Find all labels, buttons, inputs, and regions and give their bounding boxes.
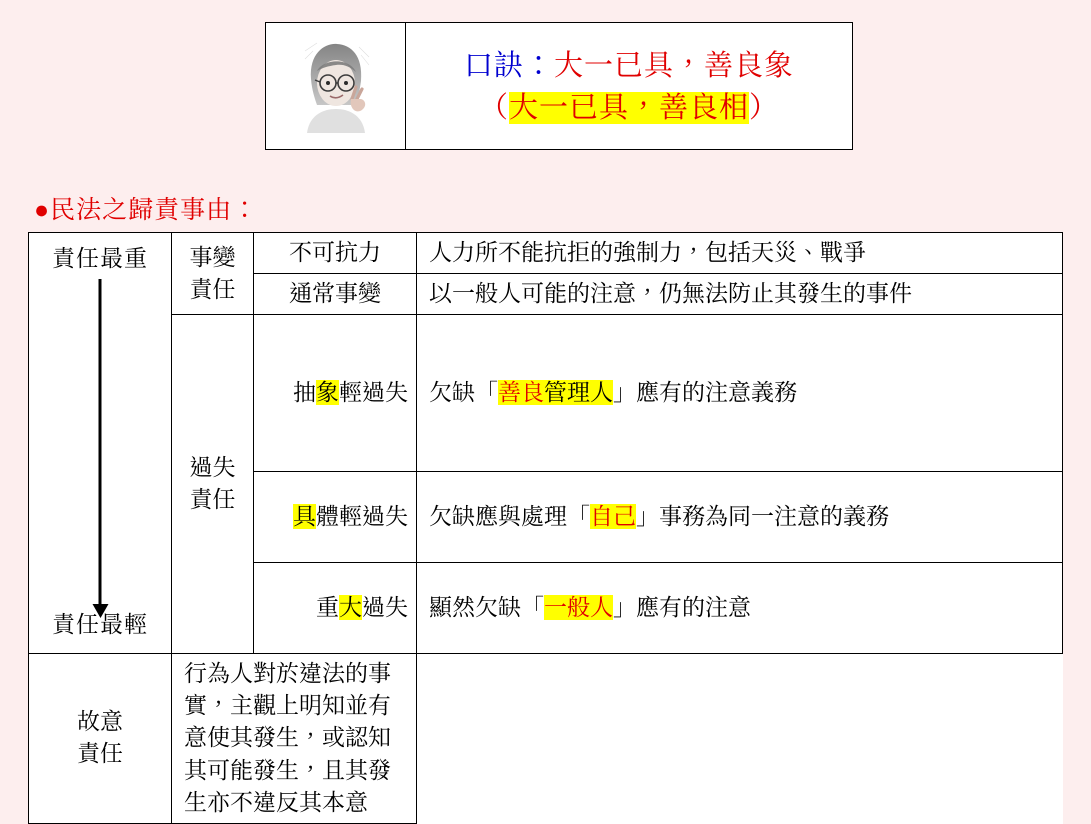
desc-intent-liability (172, 654, 417, 824)
category-line-1: 故意 (77, 709, 123, 735)
item-part-3: 過失 (362, 594, 408, 620)
category-intent-liability (29, 654, 172, 824)
mnemonic-line-2 (479, 87, 779, 129)
desc-line-1: 行為人對於違法的事實，主觀上明知並有意使其發生，或認知 (184, 661, 391, 751)
item-part-highlight: 具 (293, 503, 316, 529)
desc-force-majeure: 人力所不能抗拒的強制力，包括天災、戰爭 (417, 233, 1063, 274)
table-row (29, 654, 1063, 824)
axis-label-bottom: 責任最輕 (52, 611, 148, 637)
desc-mid: 管理人 (544, 380, 613, 406)
category-line-1: 事變 (189, 244, 236, 270)
portrait-cell (266, 23, 406, 149)
table-row (29, 315, 1063, 472)
desc-highlight: 善良 (498, 380, 544, 406)
mnemonic-box (265, 22, 853, 150)
mnemonic-paren-close: ） (749, 92, 780, 124)
desc-gross-negligence (417, 563, 1063, 654)
desc-concrete-slight-negligence (417, 472, 1063, 563)
mnemonic-phrase-alt-a: 大一已具， (508, 92, 659, 124)
category-line-1: 過失 (189, 455, 236, 480)
category-line-2: 責任 (77, 741, 123, 767)
bullet-icon: ● (34, 197, 51, 224)
mnemonic-phrase: 大一已具，善良象 (554, 49, 795, 82)
table-row (29, 233, 1063, 274)
item-ordinary-incident: 通常事變 (254, 274, 417, 315)
desc-highlight: 一般人 (544, 594, 613, 620)
desc-post: 」應有的注意 (613, 594, 751, 620)
item-part-highlight: 象 (316, 380, 339, 406)
page-title (34, 190, 258, 226)
item-part-3: 輕過失 (339, 503, 408, 529)
category-line-2: 責任 (189, 487, 236, 513)
item-part-2: 體 (316, 503, 339, 529)
desc-post: 」應有的注意義務 (613, 380, 797, 406)
item-abstract-slight-negligence (254, 315, 417, 472)
mnemonic-text-cell (406, 23, 852, 149)
desc-post: 」事務為同一注意的義務 (636, 503, 889, 529)
mnemonic-phrase-alt-b: 善良相 (659, 92, 750, 124)
down-arrow-icon (99, 279, 102, 605)
desc-pre: 欠缺應與處理「 (429, 503, 590, 529)
desc-pre: 欠缺「 (429, 380, 498, 406)
item-concrete-slight-negligence (254, 472, 417, 563)
mnemonic-paren-open: （ (478, 92, 509, 124)
desc-pre: 顯然欠缺「 (429, 594, 544, 620)
desc-line-2: 其可能發生，且其發生亦不違反其本意 (184, 757, 391, 815)
item-part-1: 重 (316, 594, 339, 620)
item-part-1: 抽 (293, 380, 316, 406)
category-negligence-liability (172, 315, 254, 654)
item-gross-negligence (254, 563, 417, 654)
item-part-highlight: 大 (339, 594, 362, 620)
item-force-majeure: 不可抗力 (254, 233, 417, 274)
responsibility-table (28, 232, 1063, 824)
desc-ordinary-incident: 以一般人可能的注意，仍無法防止其發生的事件 (417, 274, 1063, 315)
mnemonic-line-1 (464, 45, 794, 87)
mnemonic-label: 口訣： (463, 49, 554, 82)
desc-abstract-slight-negligence (417, 315, 1063, 472)
desc-highlight: 自己 (590, 503, 636, 529)
axis-label-top: 責任最重 (52, 246, 148, 271)
section-heading-text: 民法之歸責事由： (50, 197, 259, 224)
category-incident-liability (172, 233, 254, 315)
category-line-2: 責任 (189, 276, 236, 302)
pencil-sketch-portrait-icon (299, 39, 373, 133)
severity-axis-cell (29, 233, 172, 654)
item-part-3: 輕過失 (339, 380, 408, 406)
